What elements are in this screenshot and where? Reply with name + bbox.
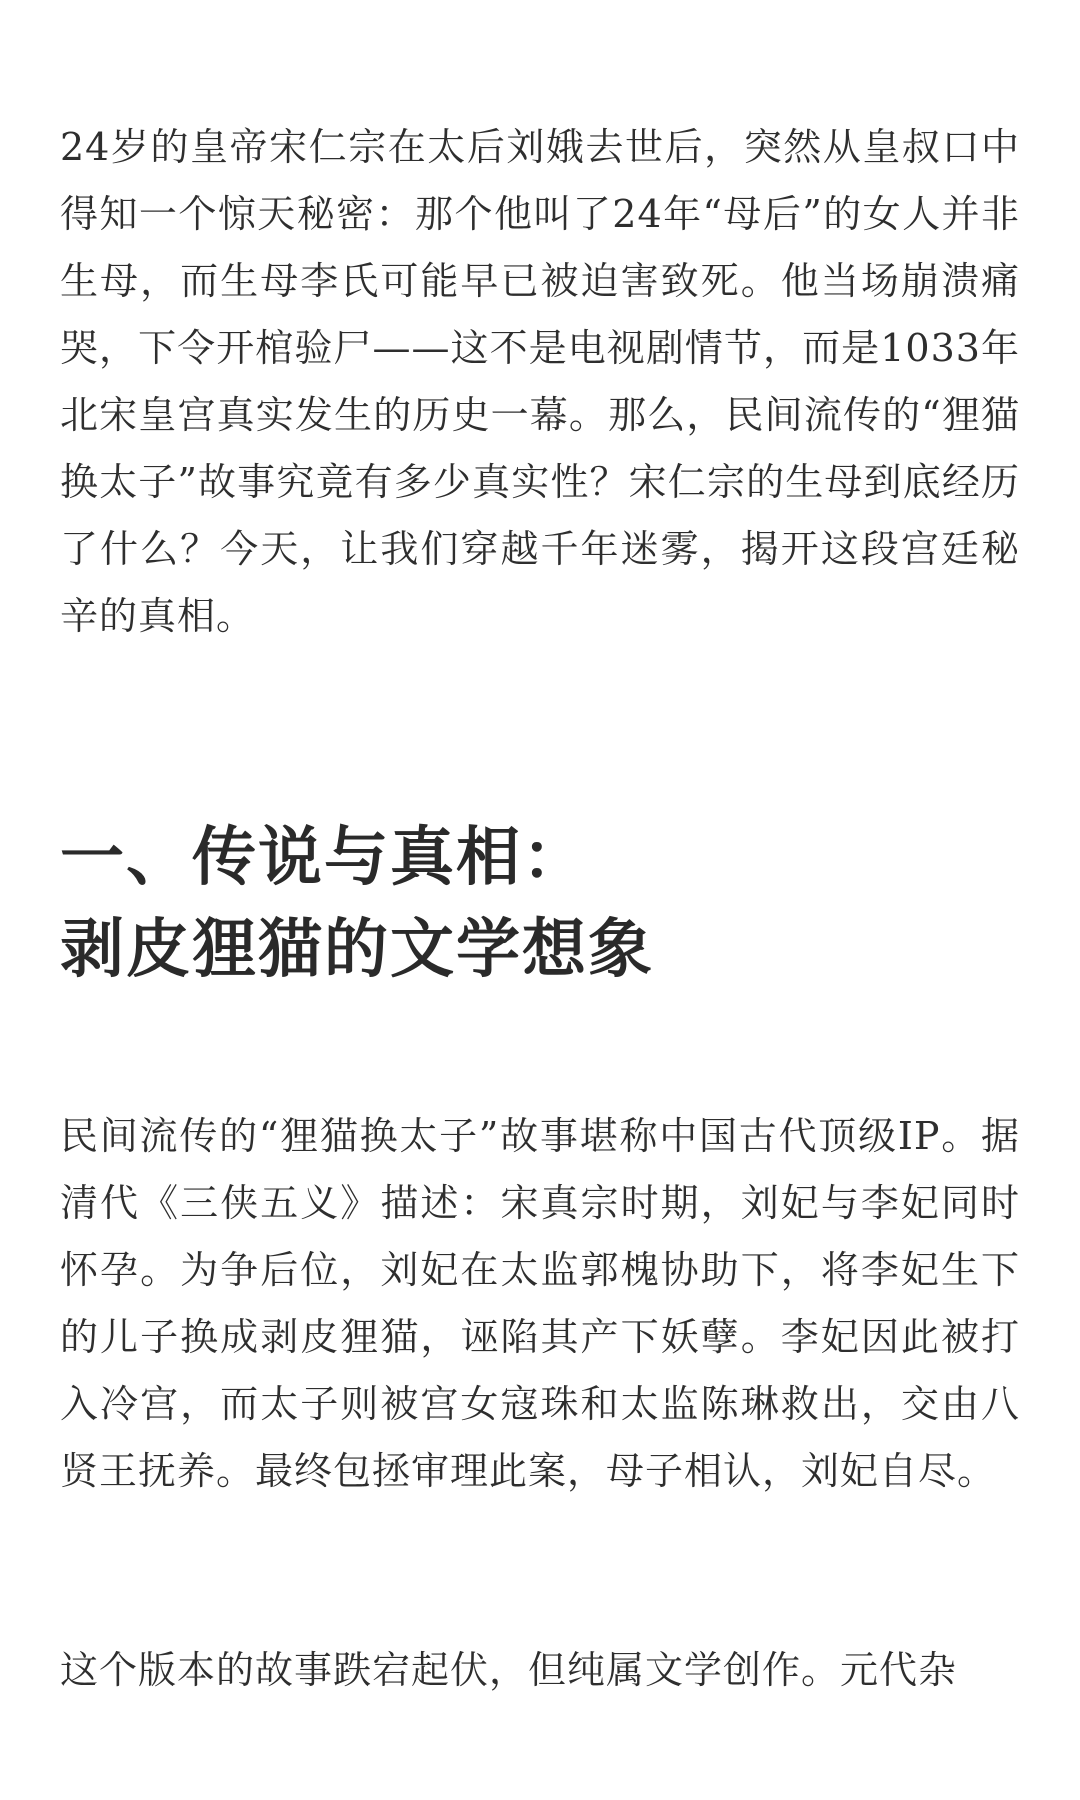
section-heading [60, 812, 1020, 996]
section-paragraph-1: 民间流传的“狸猫换太子”故事堪称中国古代顶级IP。据清代《三侠五义》描述：宋真宗时期，刘妃与李妃同时怀孕。为争后位，刘妃在太监郭槐协助下，将李妃生下的儿子换成剥皮狸猫，诬陷其产下妖孽。李妃因此被打入冷宫，而太子则被宫女寇珠和太监陈琳救出，交由八贤王抚养。最终包拯审理此案，母子相认，刘妃自尽。 [60, 1114, 1020, 1493]
section-heading-line1: 一、传说与真相： [60, 820, 588, 895]
section-heading-line2: 剥皮狸猫的文学想象 [60, 912, 654, 987]
intro-paragraph: 24岁的皇帝宋仁宗在太后刘娥去世后，突然从皇叔口中得知一个惊天秘密：那个他叫了24年“母后”的女人并非生母，而生母李氏可能早已被迫害致死。他当场崩溃痛哭，下令开棺验尸——这不是电视剧情节，而是1033年北宋皇宫真实发生的历史一幕。那么，民间流传的“狸猫换太子”故事究竟有多少真实性？宋仁宗的生母到底经历了什么？今天，让我们穿越千年迷雾，揭开这段宫廷秘辛的真相。 [60, 125, 1020, 638]
section-paragraph-2: 这个版本的故事跌宕起伏，但纯属文学创作。元代杂 [60, 1648, 958, 1692]
